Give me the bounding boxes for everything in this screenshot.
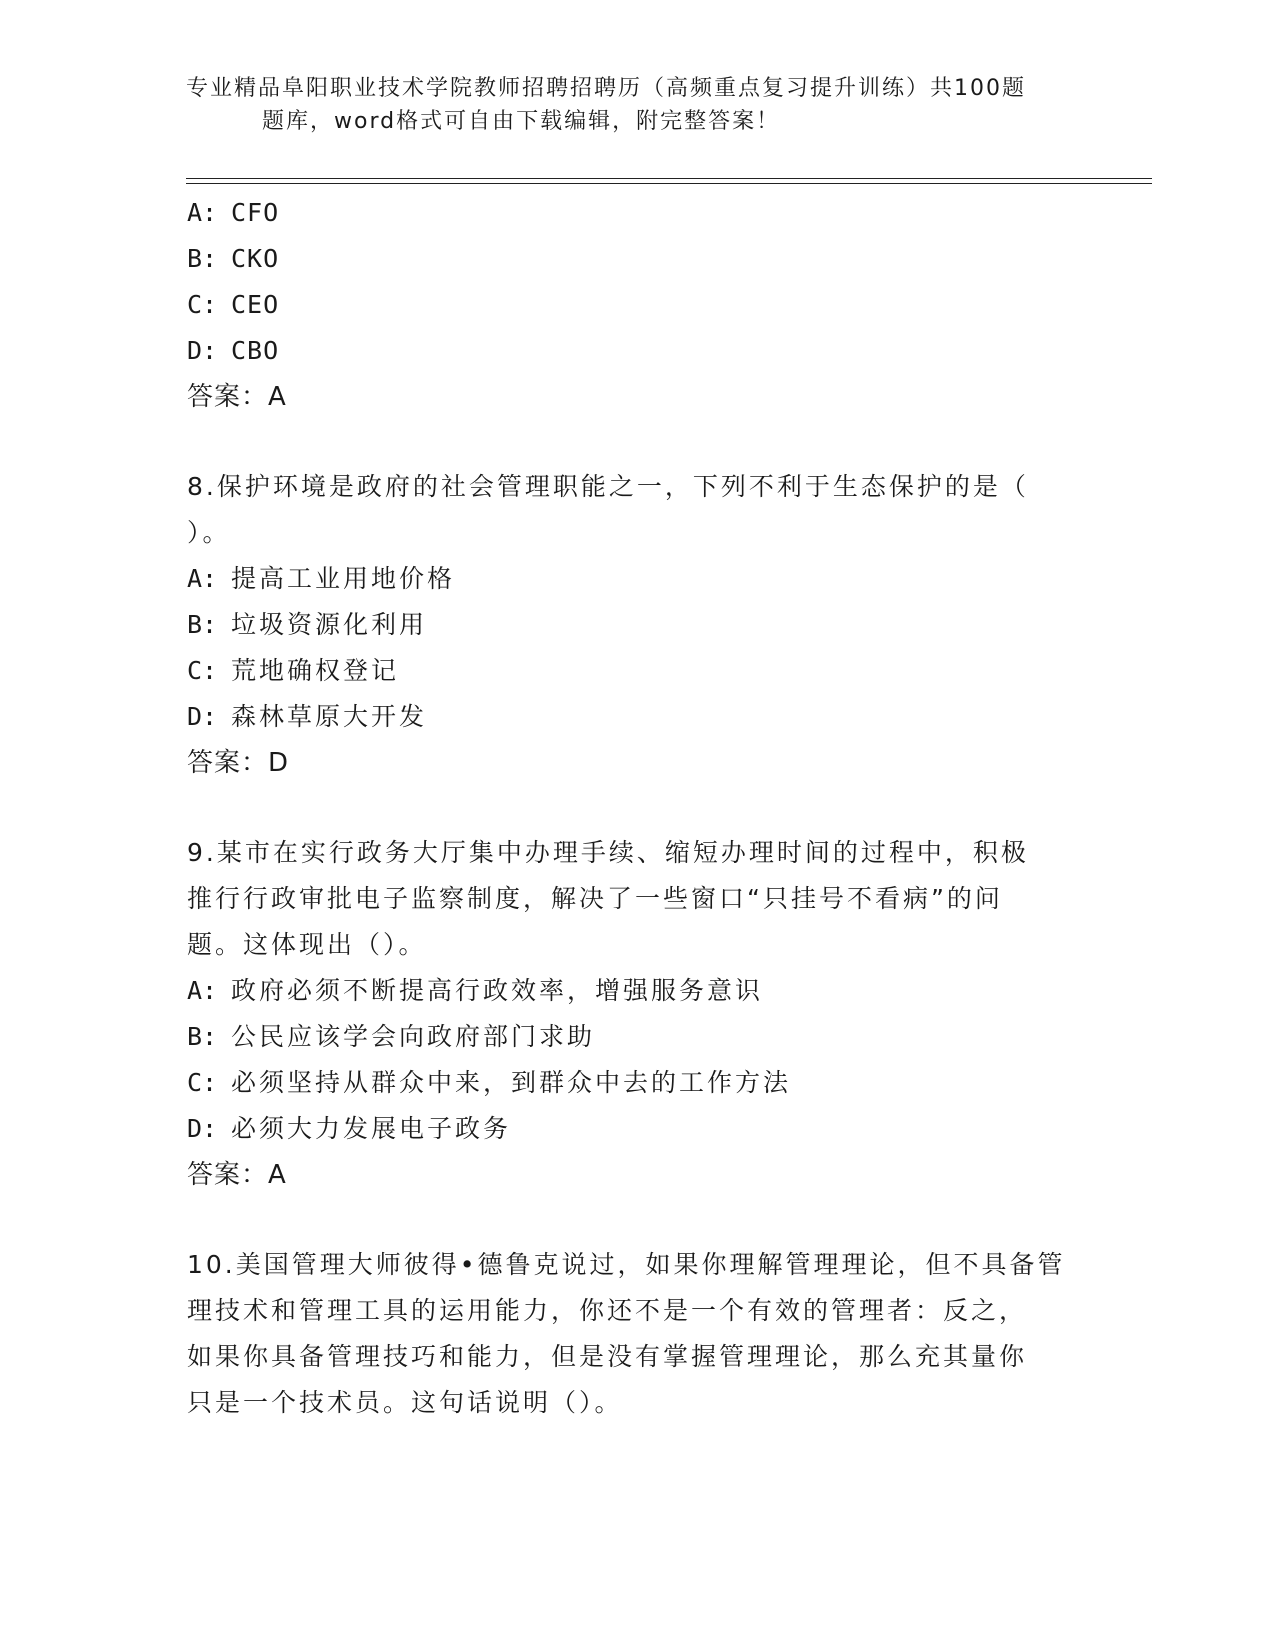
question-7-option-d [187, 328, 1087, 374]
option-text: CEO [231, 290, 280, 319]
option-text: 森林草原大开发 [231, 702, 428, 731]
header-title-line-2: 题库，word格式可自由下载编辑，附完整答案！ [262, 109, 781, 134]
option-text: 垃圾资源化利用 [231, 610, 428, 639]
question-8-answer: 答案：D [187, 748, 290, 778]
question-7-option-c [187, 282, 1087, 328]
option-label: C: [187, 290, 218, 319]
option-label: C: [187, 1068, 218, 1097]
question-9-option-b [187, 1014, 1087, 1060]
option-label: A: [187, 198, 218, 227]
question-9-answer: 答案：A [187, 1160, 287, 1190]
question-7-answer: 答案：A [187, 382, 287, 412]
option-text: CBO [231, 336, 280, 365]
question-8 [187, 464, 1087, 786]
option-text: 公民应该学会向政府部门求助 [231, 1022, 596, 1051]
question-content [187, 190, 1087, 1426]
option-label: D: [187, 336, 218, 365]
question-10-stem-line-2: 理技术和管理工具的运用能力，你还不是一个有效的管理者：反之， [187, 1296, 1028, 1325]
question-10-stem-line-4: 只是一个技术员。这句话说明（）。 [187, 1388, 623, 1417]
option-label: B: [187, 244, 218, 273]
header-divider-top [186, 178, 1152, 179]
question-8-option-d [187, 694, 1087, 740]
document-header [186, 72, 1086, 138]
option-text: 荒地确权登记 [231, 656, 400, 685]
option-label: B: [187, 610, 218, 639]
question-7 [187, 190, 1087, 420]
question-8-stem-line-1: 8.保护环境是政府的社会管理职能之一，下列不利于生态保护的是（ [187, 472, 1029, 501]
question-10 [187, 1242, 1087, 1426]
question-8-option-c [187, 648, 1087, 694]
question-10-stem-line-3: 如果你具备管理技巧和能力，但是没有掌握管理理论，那么充其量你 [187, 1342, 1028, 1371]
option-label: A: [187, 564, 218, 593]
question-8-option-a [187, 556, 1087, 602]
option-text: 提高工业用地价格 [231, 564, 456, 593]
question-9 [187, 830, 1087, 1198]
question-9-option-d [187, 1106, 1087, 1152]
question-8-option-b [187, 602, 1087, 648]
question-9-option-a [187, 968, 1087, 1014]
question-9-stem-line-3: 题。这体现出（）。 [187, 930, 427, 959]
question-9-option-c [187, 1060, 1087, 1106]
question-10-stem-line-1: 10.美国管理大师彼得•德鲁克说过，如果你理解管理理论，但不具备管 [187, 1250, 1066, 1279]
option-label: C: [187, 656, 218, 685]
option-text: CFO [231, 198, 280, 227]
option-text: 必须大力发展电子政务 [231, 1114, 512, 1143]
question-8-stem-line-2: ）。 [187, 518, 231, 547]
option-label: B: [187, 1022, 218, 1051]
spacer [187, 786, 1087, 830]
header-title-line-1: 专业精品阜阳职业技术学院教师招聘招聘历（高频重点复习提升训练）共100题 [186, 76, 1026, 101]
spacer [187, 1198, 1087, 1242]
question-7-option-b [187, 236, 1087, 282]
option-label: A: [187, 976, 218, 1005]
option-text: 必须坚持从群众中来，到群众中去的工作方法 [231, 1068, 792, 1097]
option-text: 政府必须不断提高行政效率，增强服务意识 [231, 976, 764, 1005]
option-text: CKO [231, 244, 280, 273]
question-9-stem-line-2: 推行行政审批电子监察制度，解决了一些窗口“只挂号不看病”的问 [187, 884, 1003, 913]
question-7-option-a [187, 190, 1087, 236]
header-divider-bottom [186, 183, 1152, 184]
question-9-stem-line-1: 9.某市在实行政务大厅集中办理手续、缩短办理时间的过程中，积极 [187, 838, 1029, 867]
option-label: D: [187, 702, 218, 731]
option-label: D: [187, 1114, 218, 1143]
spacer [187, 420, 1087, 464]
